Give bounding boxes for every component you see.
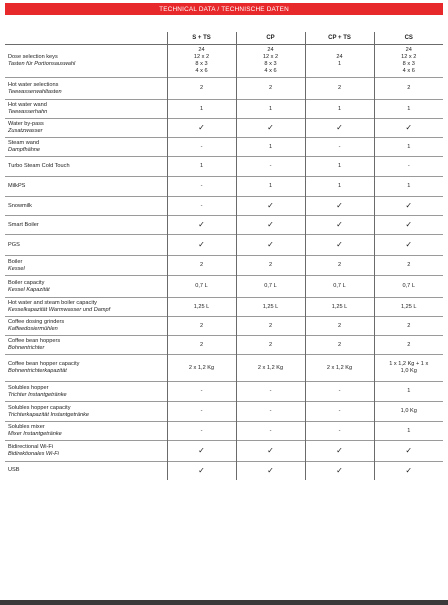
row-label-en: Dose selection keys	[8, 54, 58, 60]
row-label	[5, 216, 167, 235]
table-row	[5, 197, 443, 216]
row-label-en: Snowmilk	[8, 202, 32, 209]
column-header: S + TS	[167, 32, 236, 45]
value-cell	[305, 462, 374, 480]
value-cell	[374, 462, 443, 480]
value-cell	[236, 177, 305, 197]
cell-value: 1	[268, 183, 273, 189]
value-cell	[236, 256, 305, 276]
value-cell	[305, 422, 374, 441]
value-cell	[236, 317, 305, 336]
row-label	[5, 100, 167, 119]
cell-value: 4 x 6	[264, 68, 277, 74]
checkmark-icon: ✓	[336, 446, 343, 455]
cell-value: 12 x 2	[401, 54, 417, 60]
value-cell	[167, 119, 236, 138]
value-cell	[236, 216, 305, 235]
cell-value: -	[269, 427, 272, 434]
checkmark-icon: ✓	[267, 220, 274, 229]
value-cell	[374, 382, 443, 402]
value-cell	[236, 197, 305, 216]
value-cell	[305, 276, 374, 298]
value-cell	[374, 78, 443, 100]
row-label-en: Solubles hopper capacity	[8, 404, 71, 411]
row-label	[5, 317, 167, 336]
cell-value: 2	[199, 262, 204, 268]
row-label-de: Trichter Instantgetränke	[8, 391, 67, 398]
table-row	[5, 157, 443, 177]
cell-value: 2 x 1,2 Kg	[326, 364, 353, 371]
cell-value: 0,7 L	[264, 283, 277, 289]
value-cell	[374, 100, 443, 119]
row-label	[5, 462, 167, 480]
value-cell	[305, 382, 374, 402]
value-cell	[305, 157, 374, 177]
row-label	[5, 45, 167, 78]
value-cell	[236, 336, 305, 355]
column-header: CP	[236, 32, 305, 45]
checkmark-icon: ✓	[198, 446, 205, 455]
value-cell	[236, 157, 305, 177]
row-label-de: Bidirektionales Wi-Fi	[8, 451, 59, 457]
row-label-en: Boiler capacity	[8, 279, 45, 286]
cell-value: 2	[268, 322, 273, 329]
checkmark-icon: ✓	[405, 201, 413, 210]
value-cell	[236, 119, 305, 138]
cell-value: 1	[199, 105, 204, 112]
cell-value: 0,7 L	[333, 283, 346, 289]
checkmark-icon: ✓	[267, 123, 274, 132]
table-body	[5, 45, 443, 480]
table-row	[5, 276, 443, 298]
checkmark-icon: ✓	[267, 240, 274, 249]
checkmark-icon: ✓	[405, 465, 413, 475]
table-row	[5, 45, 443, 78]
row-label-de: Zusatzwasser	[8, 128, 43, 134]
checkmark-icon: ✓	[336, 123, 343, 132]
cell-value: 2 x 1,2 Kg	[188, 364, 215, 371]
cell-value: 2	[407, 262, 411, 268]
table-row	[5, 422, 443, 441]
value-cell	[236, 100, 305, 119]
cell-value: 1,25 L	[193, 303, 210, 310]
row-label-de: Trichterkapazität Instantgetränke	[8, 411, 90, 418]
cell-value: 4 x 6	[195, 68, 208, 74]
value-cell	[305, 235, 374, 256]
value-cell	[236, 78, 305, 100]
value-cell	[305, 78, 374, 100]
table-row	[5, 317, 443, 336]
cell-value: -	[338, 427, 341, 434]
row-label-de: Bohnentrichterkapazität	[8, 368, 67, 374]
value-cell	[305, 177, 374, 197]
cell-value: 12 x 2	[193, 54, 210, 60]
cell-value: 1,25 L	[262, 303, 279, 310]
value-cell	[374, 298, 443, 317]
checkmark-icon: ✓	[336, 465, 343, 475]
row-label	[5, 197, 167, 216]
cell-value: -	[200, 183, 203, 189]
cell-value: -	[269, 408, 272, 414]
cell-value: 1,0 Kg	[400, 408, 417, 414]
cell-value: 1	[268, 105, 273, 112]
cell-value: 2	[337, 341, 342, 348]
cell-value: 24	[198, 47, 205, 53]
checkmark-icon: ✓	[336, 240, 343, 249]
row-label-en: Steam wand	[8, 140, 40, 146]
table-row	[5, 100, 443, 119]
table-row	[5, 177, 443, 197]
value-cell	[374, 355, 443, 382]
value-cell	[167, 197, 236, 216]
row-label-en: Turbo Steam Cold Touch	[8, 163, 70, 169]
value-cell	[374, 157, 443, 177]
cell-value: 24	[336, 54, 343, 60]
value-cell	[167, 45, 236, 78]
cell-value: 24	[267, 47, 274, 53]
value-cell	[305, 336, 374, 355]
corner-cell	[5, 32, 167, 45]
value-cell	[374, 177, 443, 197]
cell-value: 2	[337, 85, 342, 91]
cell-value: -	[338, 408, 341, 414]
row-label	[5, 355, 167, 382]
value-cell	[167, 422, 236, 441]
value-cell	[167, 355, 236, 382]
table-row	[5, 382, 443, 402]
cell-value: 2	[407, 341, 411, 348]
cell-value: -	[338, 388, 341, 394]
row-label-en: Water by-pass	[8, 121, 44, 127]
value-cell	[374, 422, 443, 441]
cell-value: 24	[405, 47, 412, 53]
value-cell	[236, 462, 305, 480]
cell-value: -	[200, 388, 203, 394]
value-cell	[374, 216, 443, 235]
checkmark-icon: ✓	[267, 446, 274, 455]
cell-value: 1	[268, 143, 273, 150]
cell-value: 2	[268, 85, 273, 91]
value-cell	[167, 100, 236, 119]
cell-value: 2	[199, 322, 204, 329]
value-cell	[167, 402, 236, 422]
table-row	[5, 462, 443, 480]
cell-value: 1	[407, 105, 411, 112]
checkmark-icon: ✓	[267, 465, 274, 475]
footer-rule	[0, 600, 448, 605]
value-cell	[305, 317, 374, 336]
cell-value: 12 x 2	[262, 54, 279, 60]
value-cell	[167, 441, 236, 462]
value-cell	[305, 355, 374, 382]
cell-value: 1,25 L	[331, 303, 348, 310]
value-cell	[167, 462, 236, 480]
value-cell	[236, 422, 305, 441]
cell-value: -	[200, 427, 203, 434]
cell-value: 8 x 3	[264, 61, 277, 67]
row-label	[5, 336, 167, 355]
checkmark-icon: ✓	[198, 465, 205, 475]
cell-value: 1	[337, 183, 342, 189]
value-cell	[167, 157, 236, 177]
value-cell	[374, 317, 443, 336]
cell-value: 1	[407, 427, 411, 434]
technical-data-table	[5, 32, 443, 480]
row-label-en: Boiler	[8, 258, 23, 265]
cell-value: 1	[337, 163, 342, 169]
row-label	[5, 256, 167, 276]
cell-value: 0,7 L	[402, 283, 415, 289]
value-cell	[374, 197, 443, 216]
row-label-en: Coffee bean hoppers	[8, 338, 61, 344]
row-label-de: Kesselkapazität Warmwasser und Dampf	[8, 307, 111, 313]
table-row	[5, 402, 443, 422]
checkmark-icon: ✓	[405, 240, 413, 249]
checkmark-icon: ✓	[198, 240, 205, 249]
value-cell	[305, 402, 374, 422]
value-cell	[305, 100, 374, 119]
value-cell	[374, 441, 443, 462]
value-cell	[305, 197, 374, 216]
value-cell	[167, 336, 236, 355]
cell-value: 0,7 L	[195, 283, 208, 289]
value-cell	[167, 317, 236, 336]
value-cell	[374, 256, 443, 276]
row-label-en: Coffee bean hopper capacity	[8, 361, 80, 367]
section-title: TECHNICAL DATA / TECHNISCHE DATEN	[159, 5, 289, 13]
checkmark-icon: ✓	[336, 201, 343, 210]
cell-value: 1,25 L	[400, 303, 417, 310]
row-label-de: Tasten für Portionsauswahl	[8, 61, 76, 67]
checkmark-icon: ✓	[405, 446, 413, 455]
row-label-de: Mixer Instantgetränke	[8, 431, 62, 437]
cell-value: -	[407, 163, 410, 169]
cell-value: -	[200, 143, 203, 150]
checkmark-icon: ✓	[336, 220, 343, 229]
row-label-en: Hot water and steam boiler capacity	[8, 300, 97, 306]
row-label-de: Kessel Kapazität	[8, 286, 50, 293]
value-cell	[374, 45, 443, 78]
value-cell	[167, 177, 236, 197]
row-label-en: Solubles mixer	[8, 424, 45, 430]
cell-value: 1	[199, 163, 204, 169]
value-cell	[167, 298, 236, 317]
value-cell	[236, 441, 305, 462]
cell-value: 1	[337, 105, 342, 112]
row-label	[5, 441, 167, 462]
cell-value: 1	[407, 183, 411, 189]
cell-value: 2	[268, 262, 273, 268]
row-label-en: Bidirectional Wi-Fi	[8, 444, 54, 450]
row-label	[5, 157, 167, 177]
cell-value: -	[200, 408, 203, 414]
row-label	[5, 138, 167, 157]
value-cell	[236, 382, 305, 402]
table-header-row	[5, 32, 443, 45]
cell-value: 2	[337, 262, 342, 268]
value-cell	[305, 298, 374, 317]
cell-value: 4 x 6	[402, 68, 415, 74]
checkmark-icon: ✓	[405, 220, 413, 229]
value-cell	[236, 298, 305, 317]
table-row	[5, 119, 443, 138]
table-row	[5, 298, 443, 317]
section-header	[5, 3, 443, 15]
cell-value: 2	[407, 322, 411, 329]
row-label-en: Hot water selections	[8, 81, 59, 88]
value-cell	[305, 216, 374, 235]
table-row	[5, 256, 443, 276]
value-cell	[305, 441, 374, 462]
table-row	[5, 78, 443, 100]
cell-value: 2	[199, 341, 204, 348]
value-cell	[167, 276, 236, 298]
value-cell	[236, 276, 305, 298]
cell-value: 1	[407, 388, 411, 394]
value-cell	[305, 256, 374, 276]
column-header: CP + TS	[305, 32, 374, 45]
row-label-en: Solubles hopper	[8, 384, 49, 391]
cell-value: 1 x 1,2 Kg + 1 x	[389, 361, 429, 367]
checkmark-icon: ✓	[405, 123, 413, 132]
cell-value: 2 x 1,2 Kg	[257, 364, 284, 371]
cell-value: 2	[337, 322, 342, 329]
value-cell	[236, 355, 305, 382]
row-label-de: Kaffeedosiermühlen	[8, 326, 58, 332]
cell-value: -	[200, 202, 203, 209]
value-cell	[305, 138, 374, 157]
checkmark-icon: ✓	[198, 123, 205, 132]
row-label-de: Kessel	[8, 265, 25, 272]
checkmark-icon: ✓	[198, 220, 205, 229]
row-label-de: Teewasserwahltasten	[8, 88, 62, 95]
value-cell	[167, 216, 236, 235]
row-label-en: Coffee dosing grinders	[8, 319, 65, 325]
value-cell	[374, 276, 443, 298]
value-cell	[236, 235, 305, 256]
row-label	[5, 177, 167, 197]
row-label-en: Smart Boiler	[8, 221, 39, 228]
cell-value: 1	[337, 61, 342, 67]
value-cell	[305, 119, 374, 138]
value-cell	[167, 78, 236, 100]
row-label-de: Dampfhähne	[8, 147, 41, 153]
table-row	[5, 441, 443, 462]
row-label-en: USB	[8, 467, 20, 474]
column-header: CS	[374, 32, 443, 45]
cell-value: -	[269, 388, 272, 394]
row-label-en: Hot water wand	[8, 102, 47, 108]
table-row	[5, 216, 443, 235]
row-label	[5, 402, 167, 422]
cell-value: 2	[199, 85, 204, 91]
row-label	[5, 119, 167, 138]
row-label-en: PGS	[8, 241, 20, 248]
value-cell	[167, 138, 236, 157]
value-cell	[167, 235, 236, 256]
row-label	[5, 276, 167, 298]
value-cell	[236, 45, 305, 78]
cell-value: 2	[407, 85, 411, 91]
row-label	[5, 235, 167, 256]
row-label-de: Bohnentrichter	[8, 345, 45, 351]
value-cell	[374, 235, 443, 256]
cell-value: 2	[268, 341, 273, 348]
value-cell	[305, 45, 374, 78]
checkmark-icon: ✓	[267, 201, 274, 210]
table-row	[5, 336, 443, 355]
value-cell	[374, 402, 443, 422]
value-cell	[236, 402, 305, 422]
value-cell	[167, 382, 236, 402]
value-cell	[374, 336, 443, 355]
cell-value: 8 x 3	[195, 61, 208, 67]
row-label-en: MilkPS	[8, 183, 26, 189]
cell-value: 8 x 3	[402, 61, 415, 67]
cell-value: 1	[407, 143, 411, 150]
value-cell	[374, 119, 443, 138]
cell-value: -	[338, 143, 341, 150]
value-cell	[167, 256, 236, 276]
table-row	[5, 138, 443, 157]
row-label	[5, 78, 167, 100]
cell-value: 1,0 Kg	[400, 368, 417, 374]
cell-value: -	[269, 163, 272, 169]
table-row	[5, 235, 443, 256]
table-row	[5, 355, 443, 382]
value-cell	[236, 138, 305, 157]
row-label	[5, 422, 167, 441]
row-label	[5, 382, 167, 402]
value-cell	[374, 138, 443, 157]
row-label-de: Teewasserhahn	[8, 109, 48, 115]
row-label	[5, 298, 167, 317]
